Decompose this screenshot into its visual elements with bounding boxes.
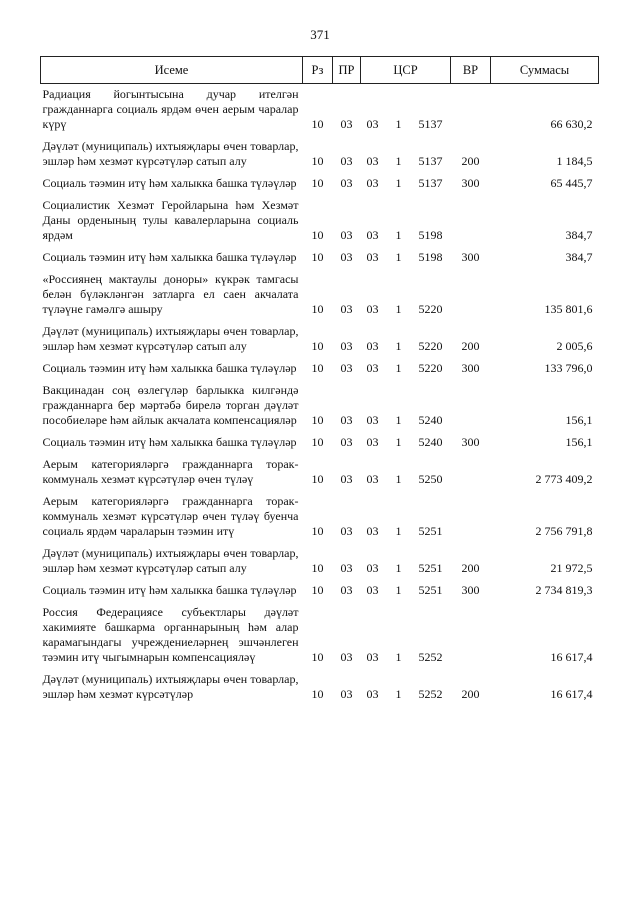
row-rz: 10 [311,302,324,316]
row-csr-part-2: 1 [395,117,402,131]
table-row [41,356,599,378]
row-rz: 10 [311,472,324,486]
row-pr: 03 [340,250,353,264]
row-csr [361,319,451,356]
row-name: Аерым категорияләргә гражданнарга торак-коммуналь хезмәт күрсәтүләр өчен түләү [42,457,299,486]
row-csr-part-1: 03 [366,472,379,486]
row-vr: 300 [461,583,480,597]
table-row [41,489,599,541]
row-csr-part-3: 5251 [418,524,443,538]
row-pr: 03 [340,583,353,597]
row-csr-part-3: 5220 [418,339,443,353]
row-csr-part-3: 5198 [418,228,443,242]
row-csr-part-1: 03 [366,583,379,597]
row-csr [361,667,451,704]
row-sum: 156,1 [565,435,593,449]
row-csr [361,541,451,578]
row-csr-part-3: 5252 [418,650,443,664]
budget-table [40,56,599,704]
row-pr: 03 [340,413,353,427]
row-csr-part-2: 1 [395,413,402,427]
row-csr-part-1: 03 [366,176,379,190]
row-rz: 10 [311,413,324,427]
row-csr-part-3: 5220 [418,361,443,375]
row-csr-part-2: 1 [395,361,402,375]
row-csr-part-3: 5137 [418,176,443,190]
row-csr-part-3: 5220 [418,302,443,316]
header-csr: ЦСР [361,57,451,84]
row-sum: 2 734 819,3 [535,583,593,597]
table-row [41,245,599,267]
row-csr-part-1: 03 [366,687,379,701]
row-name: Россия Федерациясе субъектлары дәүләт хакимияте башкарма органнарының һәм алар карамагындагы учреждениеләрнең эшчәнлеген тәэмин итү чыгымнарын компенсацияләү [42,605,299,664]
row-csr-part-2: 1 [395,583,402,597]
row-name: Вакцинадан соң өзлегүләр барлыкка килгәндә гражданнарга бер мәртәбә бирелә торган дәүләт пособиеләре һәм айлык акчалата компенсацияләр [42,383,299,427]
row-csr-part-3: 5252 [418,687,443,701]
row-csr [361,452,451,489]
row-vr [451,489,491,541]
header-pr: ПР [333,57,361,84]
row-csr-part-3: 5250 [418,472,443,486]
row-pr: 03 [340,524,353,538]
row-csr-part-2: 1 [395,561,402,575]
row-csr-part-1: 03 [366,561,379,575]
row-csr-part-2: 1 [395,176,402,190]
row-rz: 10 [311,176,324,190]
table-row [41,134,599,171]
table-body [41,84,599,705]
page-number: 371 [310,27,330,42]
row-csr-part-1: 03 [366,524,379,538]
row-rz: 10 [311,650,324,664]
row-name: «Россиянең мактаулы доноры» күкрәк тамгасы белән бүләкләнгән затларга ел саен акчалата түләүне гамәлгә ашыру [42,272,299,316]
table-row [41,267,599,319]
row-name: Социаль тәэмин итү һәм халыкка башка түләүләр [42,176,297,190]
row-csr-part-3: 5137 [418,154,443,168]
row-csr-part-2: 1 [395,687,402,701]
row-csr-part-3: 5198 [418,250,443,264]
table-row [41,667,599,704]
row-sum: 2 005,6 [556,339,593,353]
row-csr-part-1: 03 [366,250,379,264]
row-csr-part-2: 1 [395,250,402,264]
row-csr [361,600,451,667]
header-name: Исеме [41,57,303,84]
row-vr [451,378,491,430]
table-header-row [41,57,599,84]
row-sum: 384,7 [565,250,593,264]
row-csr-part-2: 1 [395,472,402,486]
row-csr-part-1: 03 [366,228,379,242]
row-sum: 66 630,2 [550,117,593,131]
table-row [41,452,599,489]
row-name: Дәүләт (муниципаль) ихтыяҗлары өчен товарлар, эшләр һәм хезмәт күрсәтүләр сатып алу [42,546,299,575]
row-sum: 16 617,4 [550,687,593,701]
row-pr: 03 [340,302,353,316]
row-pr: 03 [340,361,353,375]
row-sum: 1 184,5 [556,154,593,168]
row-csr-part-2: 1 [395,228,402,242]
header-sum: Суммасы [491,57,599,84]
row-csr [361,87,451,134]
row-csr-part-1: 03 [366,154,379,168]
row-vr: 300 [461,435,480,449]
row-csr-part-3: 5137 [418,117,443,131]
row-csr-part-2: 1 [395,524,402,538]
row-rz: 10 [311,435,324,449]
row-csr-part-2: 1 [395,650,402,664]
row-sum: 135 801,6 [544,302,593,316]
row-rz: 10 [311,117,324,131]
row-rz: 10 [311,361,324,375]
row-vr: 200 [461,561,480,575]
table-row [41,87,599,134]
row-csr-part-1: 03 [366,361,379,375]
row-rz: 10 [311,228,324,242]
row-csr-part-2: 1 [395,154,402,168]
row-vr: 200 [461,687,480,701]
row-rz: 10 [311,561,324,575]
row-csr-part-1: 03 [366,302,379,316]
row-csr [361,193,451,245]
row-pr: 03 [340,176,353,190]
row-sum: 65 445,7 [550,176,593,190]
row-csr [361,489,451,541]
table-row [41,378,599,430]
row-rz: 10 [311,250,324,264]
row-name: Дәүләт (муниципаль) ихтыяҗлары өчен товарлар, эшләр һәм хезмәт күрсәтүләр [42,672,299,701]
row-csr [361,245,451,267]
row-name: Дәүләт (муниципаль) ихтыяҗлары өчен товарлар, эшләр һәм хезмәт күрсәтүләр сатып алу [42,139,299,168]
row-sum: 156,1 [565,413,593,427]
row-csr [361,134,451,171]
row-csr-part-1: 03 [366,413,379,427]
row-vr [451,267,491,319]
row-name: Радиация йогынтысына дучар ителгән гражданнарга социаль ярдәм өчен аерым чаралар күрү [42,87,299,131]
row-pr: 03 [340,228,353,242]
row-sum: 2 773 409,2 [535,472,593,486]
row-rz: 10 [311,583,324,597]
row-sum: 21 972,5 [550,561,593,575]
row-vr: 300 [461,250,480,264]
header-vr: ВР [451,57,491,84]
row-csr [361,171,451,193]
row-csr-part-3: 5251 [418,583,443,597]
row-name: Социаль тәэмин итү һәм халыкка башка түләүләр [42,583,297,597]
row-vr [451,87,491,134]
row-name: Социаль тәэмин итү һәм халыкка башка түләүләр [42,361,297,375]
row-pr: 03 [340,687,353,701]
row-rz: 10 [311,687,324,701]
table-row [41,171,599,193]
row-sum: 16 617,4 [550,650,593,664]
row-csr-part-3: 5251 [418,561,443,575]
row-csr [361,267,451,319]
row-csr-part-2: 1 [395,435,402,449]
row-name: Дәүләт (муниципаль) ихтыяҗлары өчен товарлар, эшләр һәм хезмәт күрсәтүләр сатып алу [42,324,299,353]
table-row [41,319,599,356]
row-pr: 03 [340,472,353,486]
row-csr [361,430,451,452]
row-name: Аерым категорияләргә гражданнарга торак-коммуналь хезмәт күрсәтүләр өчен түләү буенча социаль ярдәм чараларын тәэмин итү [42,494,299,538]
table-row [41,541,599,578]
row-pr: 03 [340,435,353,449]
row-vr: 300 [461,361,480,375]
row-csr [361,356,451,378]
row-sum: 133 796,0 [544,361,593,375]
table-row [41,600,599,667]
row-name: Социалистик Хезмәт Геройларына һәм Хезмәт Даны орденының тулы кавалерларына социаль ярдәм [42,198,299,242]
row-csr-part-2: 1 [395,339,402,353]
row-vr: 200 [461,154,480,168]
row-csr-part-3: 5240 [418,435,443,449]
row-name: Социаль тәэмин итү һәм халыкка башка түләүләр [42,250,297,264]
row-pr: 03 [340,650,353,664]
row-pr: 03 [340,561,353,575]
row-pr: 03 [340,117,353,131]
row-vr: 200 [461,339,480,353]
row-vr [451,452,491,489]
row-name: Социаль тәэмин итү һәм халыкка башка түләүләр [42,435,297,449]
table-row [41,578,599,600]
row-csr-part-2: 1 [395,302,402,316]
row-csr-part-1: 03 [366,339,379,353]
row-csr-part-1: 03 [366,650,379,664]
row-vr [451,193,491,245]
table-row [41,430,599,452]
row-csr-part-1: 03 [366,435,379,449]
row-csr-part-3: 5240 [418,413,443,427]
row-rz: 10 [311,524,324,538]
row-csr [361,578,451,600]
row-sum: 2 756 791,8 [535,524,593,538]
row-csr [361,378,451,430]
row-sum: 384,7 [565,228,593,242]
row-vr [451,600,491,667]
row-vr: 300 [461,176,480,190]
header-rz: Рз [303,57,333,84]
row-rz: 10 [311,339,324,353]
row-csr-part-1: 03 [366,117,379,131]
row-pr: 03 [340,154,353,168]
table-row [41,193,599,245]
row-rz: 10 [311,154,324,168]
row-pr: 03 [340,339,353,353]
